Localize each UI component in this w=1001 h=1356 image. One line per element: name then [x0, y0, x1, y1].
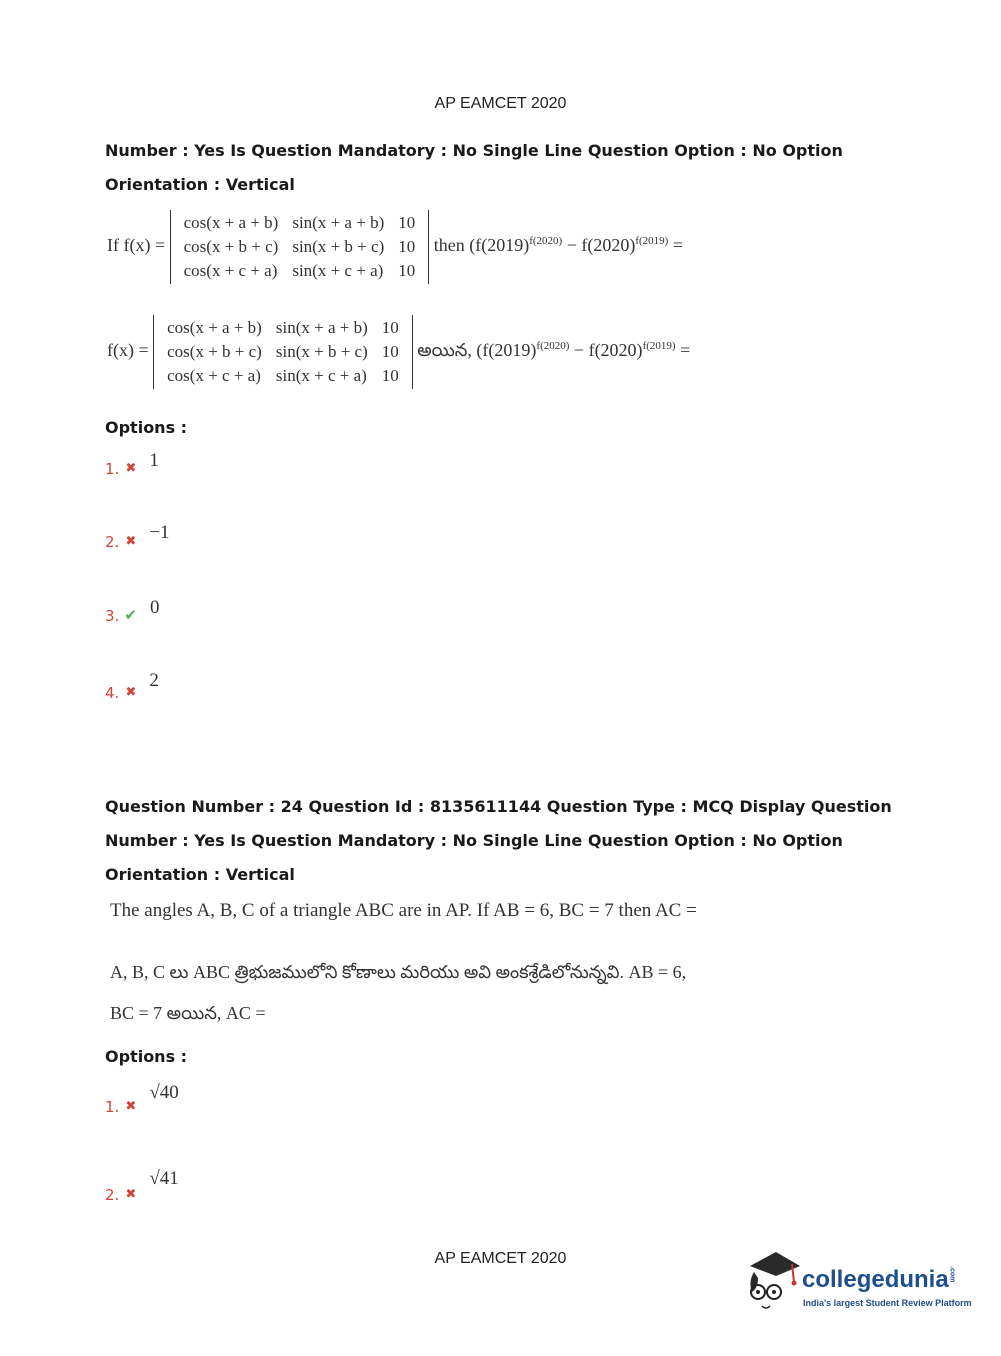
- q23-meta-line1: Number : Yes Is Question Mandatory : No Single Line Question Option : No Option: [105, 141, 843, 160]
- function-prefix: f(x) =: [107, 340, 149, 361]
- q24-question-telugu-line2: BC = 7 అయిన, AC =: [110, 1003, 266, 1023]
- page-header: AP EAMCET 2020: [434, 95, 567, 112]
- q24-meta-line1: Question Number : 24 Question Id : 8135611144 Question Type : MCQ Display Question: [105, 797, 892, 816]
- q24-meta-line3: Orientation : Vertical: [105, 865, 295, 884]
- q23-options-label: Options :: [105, 418, 188, 437]
- q24-options-label: Options :: [105, 1047, 188, 1066]
- q23-question-telugu: f(x) = cos(x + a + b) sin(x + a + b) 10 cos(x + b + c) sin(x + b + c) 10 cos(x + c + a) sin(x + c + a) 10 అయిన, ($f(2019)^{f(2020)} - f(2020)^{f(2019)}$ =: [107, 315, 690, 389]
- check-icon: ✔: [124, 606, 137, 624]
- cross-icon: ✖: [125, 685, 137, 700]
- determinant-matrix: cos(x + a + b) sin(x + a + b) 10 cos(x + b + c) sin(x + b + c) 10 cos(x + c + a) sin(x + c + a) 10: [153, 315, 413, 389]
- q23-question-english: If f(x) = cos(x + a + b) sin(x + a + b) 10 cos(x + b + c) sin(x + b + c) 10 cos(x + c + a) sin(x + c + a) 10 then ($f(2019)^{f(2020)} - f(2020)^{f(2019)}$ =: [107, 210, 683, 284]
- cross-icon: ✖: [125, 1187, 137, 1202]
- q23-option-1[interactable]: 1. $_✖$ 1: [105, 450, 159, 478]
- cross-icon: ✖: [125, 534, 137, 549]
- q24-question-telugu-line1: A, B, C లు ABC త్రిభుజములోని కోణాలు మరియు అవి అంకశ్రేడిలోనున్నవి. AB = 6,: [110, 962, 687, 982]
- q23-option-4[interactable]: 4. $_✖$ 2: [105, 670, 159, 702]
- collegedunia-logo: [742, 1248, 972, 1318]
- q23-option-2[interactable]: 2. $_✖$ −1: [105, 522, 170, 551]
- q23-option-3[interactable]: 3. ✔ 0: [105, 597, 160, 625]
- q24-option-1[interactable]: 1. $_✖$ √40: [105, 1082, 179, 1116]
- cross-icon: ✖: [125, 461, 137, 476]
- page-footer: AP EAMCET 2020: [434, 1250, 567, 1267]
- q24-question-english: The angles A, B, C of a triangle ABC are in AP. If AB = 6, BC = 7 then AC =: [110, 900, 697, 921]
- determinant-matrix: cos(x + a + b) sin(x + a + b) 10 cos(x + b + c) sin(x + b + c) 10 cos(x + c + a) sin(x + c + a) 10: [170, 210, 430, 284]
- logo-wordmark: collegedunia.com: [802, 1266, 956, 1293]
- cross-icon: ✖: [125, 1099, 137, 1114]
- function-prefix: If f(x) =: [107, 235, 166, 256]
- q24-meta-line2: Number : Yes Is Question Mandatory : No Single Line Question Option : No Option: [105, 831, 843, 850]
- expression-then: అయిన, (f(2019): [417, 340, 537, 361]
- q23-meta-line2: Orientation : Vertical: [105, 175, 295, 194]
- logo-tagline: India's largest Student Review Platform: [803, 1298, 972, 1308]
- mascot-icon: [742, 1248, 802, 1314]
- expression-then: then (f(2019): [433, 235, 530, 256]
- q24-option-2[interactable]: 2. $_✖$ √41: [105, 1168, 179, 1204]
